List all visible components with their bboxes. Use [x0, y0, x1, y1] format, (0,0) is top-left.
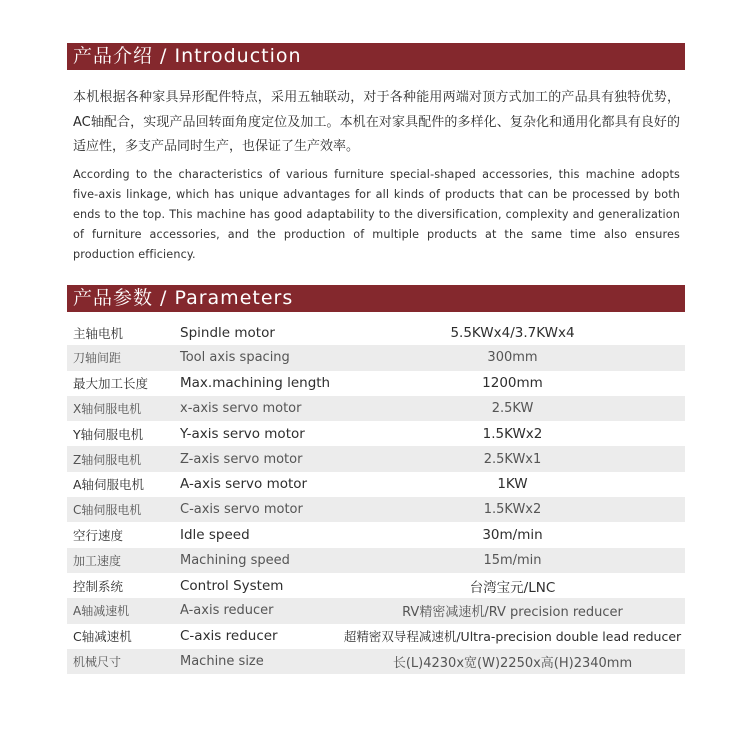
param-value: 台湾宝元/LNC — [469, 579, 556, 596]
param-value: 5.5KWx4/3.7KWx4 — [450, 324, 575, 341]
param-name-en: Y-axis servo motor — [180, 425, 305, 442]
param-row-a-axis-reducer — [67, 598, 685, 623]
param-value: 15m/min — [483, 552, 542, 568]
param-row-tool-axis-spacing — [67, 345, 685, 370]
parameters-heading-banner: 产品参数 / Parameters — [67, 285, 685, 312]
param-name-zh: 刀轴间距 — [73, 351, 122, 366]
param-name-zh: A轴减速机 — [73, 604, 130, 619]
param-name-zh: 机械尺寸 — [73, 655, 122, 669]
param-name-en: A-axis reducer — [180, 603, 274, 619]
param-row-spindle-motor — [67, 320, 685, 345]
param-name-en: x-axis servo motor — [180, 401, 302, 417]
param-name-en: C-axis servo motor — [180, 502, 303, 518]
param-name-zh: 最大加工长度 — [73, 376, 149, 392]
param-name-en: Machine size — [180, 654, 264, 669]
param-row-z-axis-servo — [67, 446, 685, 471]
param-name-en: C-axis reducer — [180, 628, 278, 645]
param-row-c-axis-reducer — [67, 624, 685, 649]
intro-heading-banner: 产品介绍 / Introduction — [67, 43, 685, 70]
param-value: 超精密双导程减速机/Ultra-precision double lead reducer — [343, 629, 682, 645]
param-name-en: Spindle motor — [180, 324, 275, 341]
param-value: 2.5KWx1 — [483, 451, 542, 467]
intro-chinese-paragraph: 本机根据各种家具异形配件特点，采用五轴联动，对于各种能用两端对顶方式加工的产品具有独特优势，AC轴配合，实现产品回转面角度定位及加工。本机在对家具配件的多样化、复杂化和通用化都具有良好的适应性，多支产品同时生产，也保证了生产效率。 — [73, 90, 680, 154]
param-name-zh: C轴伺服电机 — [73, 503, 142, 518]
param-name-zh: Z轴伺服电机 — [73, 452, 142, 467]
param-name-en: Idle speed — [180, 527, 250, 544]
param-name-zh: C轴减速机 — [73, 629, 132, 645]
param-name-en: Max.machining length — [180, 375, 331, 392]
param-row-max-machining-length — [67, 371, 685, 396]
param-value: RV精密减速机/RV precision reducer — [402, 605, 623, 621]
param-name-en: A-axis servo motor — [180, 476, 308, 493]
param-row-idle-speed — [67, 522, 685, 547]
param-value: 长(L)4230x宽(W)2250x高(H)2340mm — [392, 656, 633, 671]
param-name-zh: X轴伺服电机 — [73, 402, 142, 417]
param-row-a-axis-servo — [67, 472, 685, 497]
param-name-zh: 控制系统 — [73, 578, 124, 594]
param-row-machine-size — [67, 649, 685, 674]
param-row-machining-speed — [67, 548, 685, 573]
param-name-zh: 空行速度 — [73, 528, 124, 544]
param-value: 1200mm — [482, 375, 543, 392]
param-name-en: Z-axis servo motor — [180, 451, 303, 467]
param-row-control-system — [67, 573, 685, 598]
parameters-table — [67, 320, 685, 674]
param-name-zh: 主轴电机 — [73, 325, 124, 341]
param-name-en: Tool axis spacing — [180, 350, 290, 366]
param-value: 1.5KWx2 — [483, 502, 542, 518]
param-value: 300mm — [487, 350, 538, 366]
param-name-zh: A轴伺服电机 — [73, 477, 145, 493]
param-value: 1KW — [497, 476, 528, 493]
param-row-c-axis-servo — [67, 497, 685, 522]
param-value: 2.5KW — [491, 401, 534, 417]
param-value: 30m/min — [482, 527, 543, 544]
param-row-x-axis-servo — [67, 396, 685, 421]
param-row-y-axis-servo — [67, 421, 685, 446]
param-name-en: Control System — [180, 577, 284, 594]
param-name-en: Machining speed — [180, 552, 290, 568]
param-name-zh: Y轴伺服电机 — [73, 426, 144, 442]
param-name-zh: 加工速度 — [73, 553, 122, 568]
intro-english-paragraph: According to the characteristics of various furniture special-shaped accessories, this machine adopts five-axis linkage, which has unique advantages for all kinds of products that can be processed by both ends to the top. This machine has good adaptability to the diversification, complexity and generalization of furniture accessories, and the production of multiple products at the same time also ensures production efficiency. — [73, 168, 680, 261]
param-value: 1.5KWx2 — [482, 425, 543, 442]
